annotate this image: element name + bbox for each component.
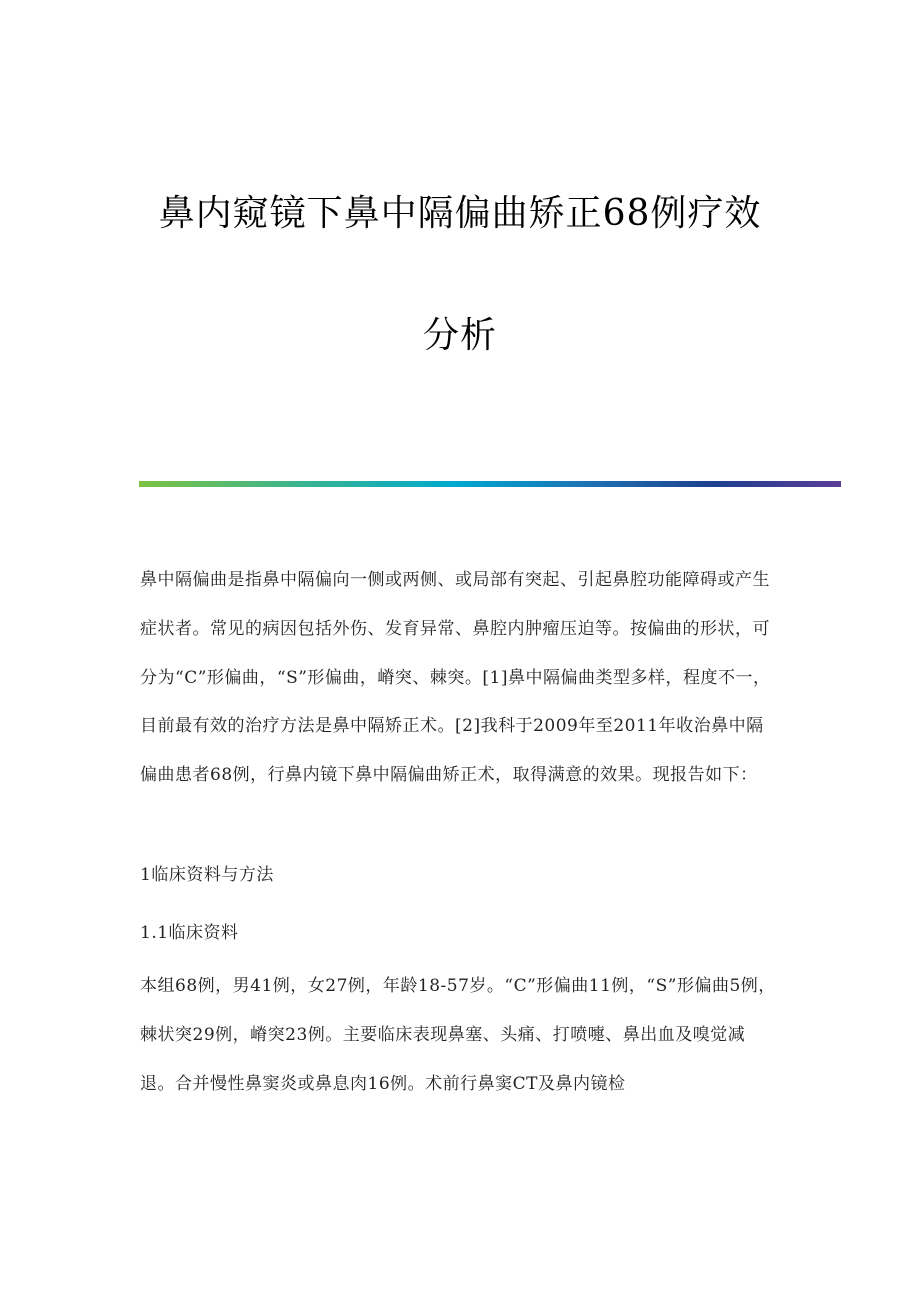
gradient-divider	[139, 481, 841, 487]
section-heading: 1临床资料与方法	[140, 865, 274, 885]
document-title-line-1: 鼻内窥镜下鼻中隔偏曲矫正68例疗效	[158, 193, 762, 234]
clinical-paragraph: 本组68例，男41例，女27例，年龄18-57岁。“C”形偏曲11例，“S”形偏曲5例，棘状突29例，嵴突23例。主要临床表现鼻塞、头痛、打喷嚏、鼻出血及嗅觉减退。合并慢性鼻窦炎或鼻息肉16例。术前行鼻窦CT及鼻内镜检	[140, 976, 776, 1094]
subsection-heading: 1.1临床资料	[140, 923, 239, 943]
document-title-line-2: 分析	[422, 315, 497, 356]
intro-paragraph: 鼻中隔偏曲是指鼻中隔偏向一侧或两侧、或局部有突起、引起鼻腔功能障碍或产生症状者。常见的病因包括外伤、发育异常、鼻腔内肿瘤压迫等。按偏曲的形状，可分为“C”形偏曲，“S”形偏曲，嵴突、棘突。[1]鼻中隔偏曲类型多样，程度不一，目前最有效的治疗方法是鼻中隔矫正术。[2]我科于2009年至2011年收治鼻中隔偏曲患者68例，行鼻内镜下鼻中隔偏曲矫正术，取得满意的效果。现报告如下：	[140, 570, 771, 786]
